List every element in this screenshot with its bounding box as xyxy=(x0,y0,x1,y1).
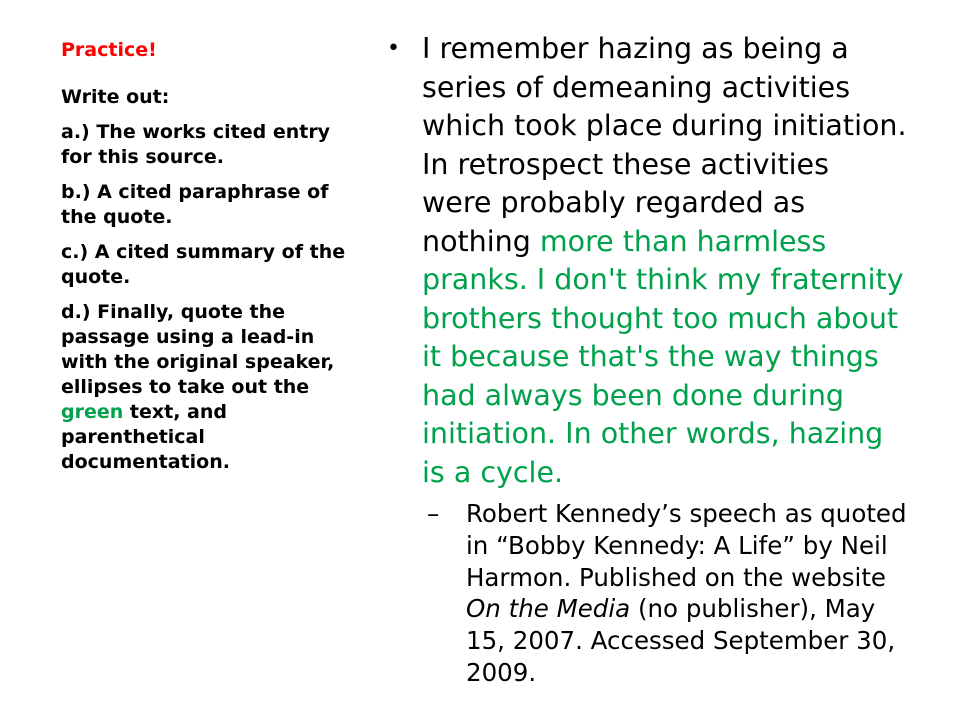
instruction-item-d-text: d.) Finally, quote the passage using a lead-in with the original speaker, ellipses to take out the xyxy=(61,301,335,398)
quote-bullet xyxy=(387,30,907,492)
instruction-item-b: b.) A cited paraphrase of the quote. xyxy=(61,181,329,228)
quote-panel xyxy=(387,30,907,689)
source-citation xyxy=(387,498,907,689)
dash-icon: – xyxy=(427,499,440,528)
source-website-title: On the Media xyxy=(466,594,631,624)
instructions-intro: Write out: xyxy=(61,86,170,108)
source-text-tail: (no publisher), May 15, 2007. Accessed September 30, 2009. xyxy=(466,594,896,687)
instruction-item-d xyxy=(61,300,351,475)
source-text: Robert Kennedy’s speech as quoted in “Bobby Kennedy: A Life” by Neil Harmon. Published on the website xyxy=(466,499,907,592)
quote-green-text: more than harmless pranks. I don't think my fraternity brothers thought too much about it because that's the way things had always been done during initiation. In other words, hazing is a cycle. xyxy=(422,224,904,489)
instruction-item-c: c.) A cited summary of the quote. xyxy=(61,241,346,288)
instruction-item-a: a.) The works cited entry for this source. xyxy=(61,121,331,168)
bullet-icon: • xyxy=(387,36,400,61)
instruction-item-d-green-word: green xyxy=(61,401,124,423)
quote-text: I remember hazing as being a series of demeaning activities which took place during initiation. In retrospect these activities were probably regarded as nothing xyxy=(422,32,907,258)
instruction-item-d-tail: text, and parenthetical documentation. xyxy=(61,401,230,473)
practice-title: Practice! xyxy=(61,39,157,61)
instructions-panel xyxy=(61,38,351,485)
